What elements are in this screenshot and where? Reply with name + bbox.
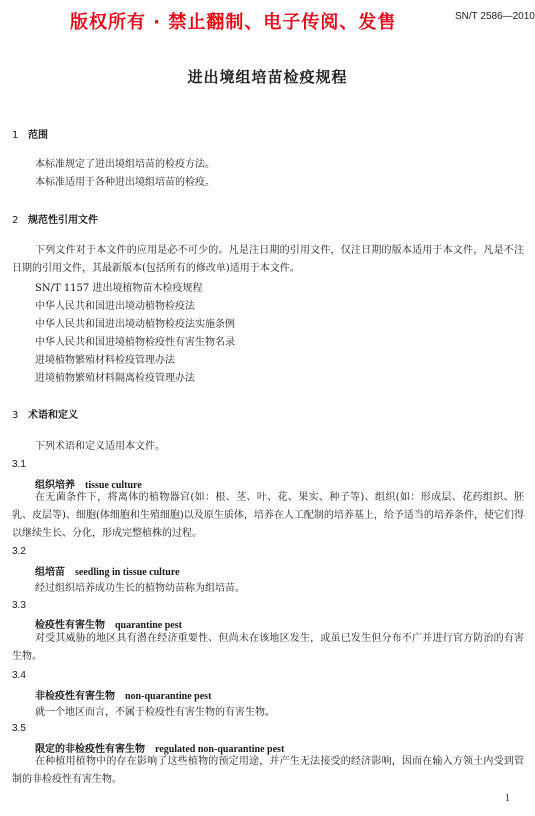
section-title: 规范性引用文件 <box>28 215 98 226</box>
section-number: 1 <box>12 130 19 141</box>
section-title: 术语和定义 <box>28 410 78 421</box>
term-zh: 限定的非检疫性有害生物 <box>35 744 145 755</box>
paragraph: 本标准适用于各种进出境组培苗的检疫。 <box>35 177 215 188</box>
paragraph: 下列文件对于本文件的应用是必不可少的。凡是注日期的引用文件，仅注日期的版本适用于本文件，凡是不注日期的引用文件，其最新版本(包括所有的修改单)适用于本文件。 <box>12 245 524 274</box>
term-en: regulated non-quarantine pest <box>155 744 285 755</box>
document-number: SN/T 2586—2010 <box>455 11 535 22</box>
term-en: quarantine pest <box>115 620 182 631</box>
reference-item: 中华人民共和国进出境动植物检疫法实施条例 <box>35 319 235 330</box>
paragraph: 下列术语和定义适用本文件。 <box>35 441 165 452</box>
reference-item: 进境植物繁殖材料检疫管理办法 <box>35 355 175 366</box>
term-number: 3.1 <box>12 459 26 470</box>
term-definition: 经过组织培养成功生长的植物幼苗称为组培苗。 <box>35 583 245 594</box>
reference-item: 中华人民共和国进境植物检疫性有害生物名录 <box>35 337 235 348</box>
term-definition: 在种植用植物中的存在影响了这些植物的预定用途，并产生无法接受的经济影响，因而在输入方领土内受到管制的非检疫性有害生物。 <box>12 756 524 785</box>
term-definition: 对受其威胁的地区具有潜在经济重要性、但尚未在该地区发生，或虽已发生但分布不广并进行官方防治的有害生物。 <box>12 633 524 662</box>
term-number: 3.4 <box>12 670 26 681</box>
term-heading <box>35 616 182 631</box>
term-number: 3.5 <box>12 723 26 734</box>
copyright-watermark: 版权所有 · 禁止翻制、电子传阅、发售 <box>70 12 397 33</box>
section-2-heading <box>12 211 98 226</box>
term-zh: 检疫性有害生物 <box>35 620 105 631</box>
term-heading <box>35 563 180 578</box>
term-heading <box>35 687 211 702</box>
reference-item: 进境植物繁殖材料隔离检疫管理办法 <box>35 373 195 384</box>
term-en: non-quarantine pest <box>125 691 212 702</box>
section-1-heading <box>12 126 48 141</box>
term-zh: 组培苗 <box>35 567 65 578</box>
reference-item: 中华人民共和国进出境动植物检疫法 <box>35 301 195 312</box>
term-en: tissue culture <box>85 480 142 491</box>
term-en: seedling in tissue culture <box>75 567 180 578</box>
paragraph: 本标准规定了进出境组培苗的检疫方法。 <box>35 159 215 170</box>
reference-item: SN/T 1157 进出境植物苗木检疫规程 <box>35 283 203 294</box>
page-number: 1 <box>505 793 510 804</box>
term-definition: 就一个地区而言，不属于检疫性有害生物的有害生物。 <box>35 707 275 718</box>
term-zh: 非检疫性有害生物 <box>35 691 115 702</box>
section-number: 3 <box>12 410 19 421</box>
section-number: 2 <box>12 215 19 226</box>
term-number: 3.2 <box>12 546 26 557</box>
term-number: 3.3 <box>12 600 26 611</box>
term-zh: 组织培养 <box>35 480 75 491</box>
section-title: 范围 <box>28 130 48 141</box>
document-title: 进出境组培苗检疫规程 <box>187 68 348 86</box>
section-3-heading <box>12 406 78 421</box>
term-definition: 在无菌条件下，将离体的植物器官(如：根、茎、叶、花、果实、种子等)、组织(如：形成层、花药组织、胚乳、皮层等)、细胞(体细胞和生殖细胞)以及原生质体，培养在人工配制的培养基上，给予适当的培养条件，使它们得以继续生长、分化，形成完整植株的过程。 <box>12 492 524 539</box>
